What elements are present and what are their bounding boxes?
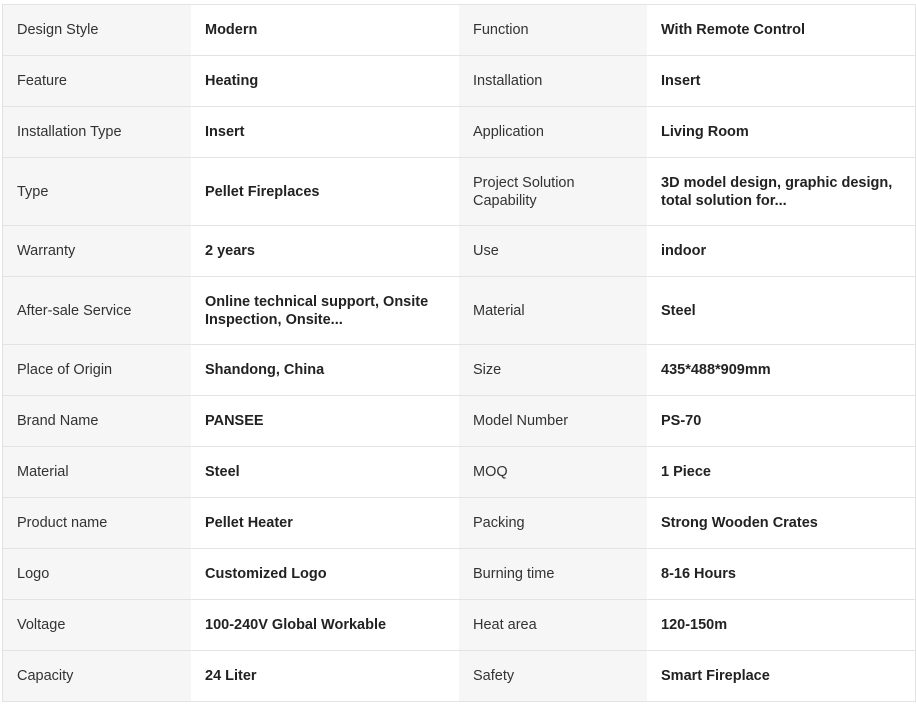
spec-key: Size xyxy=(459,345,647,396)
spec-key: Material xyxy=(3,447,192,498)
spec-key: Type xyxy=(3,158,192,226)
table-row xyxy=(3,396,916,447)
table-row xyxy=(3,600,916,651)
spec-key: Safety xyxy=(459,651,647,702)
spec-key: Brand Name xyxy=(3,396,192,447)
table-row xyxy=(3,158,916,226)
spec-key: Model Number xyxy=(459,396,647,447)
spec-key: Warranty xyxy=(3,226,192,277)
table-row xyxy=(3,447,916,498)
spec-value-text: Online technical support, Onsite Inspection, Onsite... xyxy=(205,293,429,328)
spec-value xyxy=(647,158,916,226)
spec-value: Customized Logo xyxy=(191,549,459,600)
table-row xyxy=(3,56,916,107)
spec-key: Product name xyxy=(3,498,192,549)
spec-key: Place of Origin xyxy=(3,345,192,396)
table-row xyxy=(3,277,916,345)
table-row xyxy=(3,498,916,549)
spec-value: Insert xyxy=(647,56,916,107)
spec-key: Application xyxy=(459,107,647,158)
spec-table xyxy=(2,4,916,702)
spec-value: 2 years xyxy=(191,226,459,277)
spec-key: Heat area xyxy=(459,600,647,651)
spec-value: 435*488*909mm xyxy=(647,345,916,396)
table-row xyxy=(3,107,916,158)
spec-value: Pellet Fireplaces xyxy=(191,158,459,226)
spec-value: Insert xyxy=(191,107,459,158)
spec-key: Voltage xyxy=(3,600,192,651)
spec-key: Design Style xyxy=(3,5,192,56)
spec-value: 100-240V Global Workable xyxy=(191,600,459,651)
spec-key: Packing xyxy=(459,498,647,549)
spec-key: Function xyxy=(459,5,647,56)
spec-value: Shandong, China xyxy=(191,345,459,396)
spec-value: 24 Liter xyxy=(191,651,459,702)
spec-value: With Remote Control xyxy=(647,5,916,56)
spec-value: 8-16 Hours xyxy=(647,549,916,600)
spec-value: Strong Wooden Crates xyxy=(647,498,916,549)
spec-value-text: 3D model design, graphic design, total solution for... xyxy=(661,174,893,209)
spec-key: Project Solution Capability xyxy=(459,158,647,226)
spec-key: After-sale Service xyxy=(3,277,192,345)
spec-key: Material xyxy=(459,277,647,345)
spec-key: Capacity xyxy=(3,651,192,702)
table-row xyxy=(3,345,916,396)
spec-value: Heating xyxy=(191,56,459,107)
table-row xyxy=(3,5,916,56)
spec-key: Use xyxy=(459,226,647,277)
spec-value: PANSEE xyxy=(191,396,459,447)
spec-value: 120-150m xyxy=(647,600,916,651)
spec-value: Smart Fireplace xyxy=(647,651,916,702)
spec-table-container xyxy=(2,4,893,702)
spec-value: Modern xyxy=(191,5,459,56)
spec-key: Burning time xyxy=(459,549,647,600)
spec-value: Steel xyxy=(191,447,459,498)
spec-value xyxy=(191,277,459,345)
spec-key: Installation xyxy=(459,56,647,107)
spec-key: Feature xyxy=(3,56,192,107)
spec-value: Steel xyxy=(647,277,916,345)
spec-key: MOQ xyxy=(459,447,647,498)
spec-value: indoor xyxy=(647,226,916,277)
spec-value: Living Room xyxy=(647,107,916,158)
spec-value: Pellet Heater xyxy=(191,498,459,549)
spec-value: 1 Piece xyxy=(647,447,916,498)
table-row xyxy=(3,226,916,277)
table-row xyxy=(3,651,916,702)
spec-key: Installation Type xyxy=(3,107,192,158)
table-row xyxy=(3,549,916,600)
spec-value: PS-70 xyxy=(647,396,916,447)
spec-key: Logo xyxy=(3,549,192,600)
